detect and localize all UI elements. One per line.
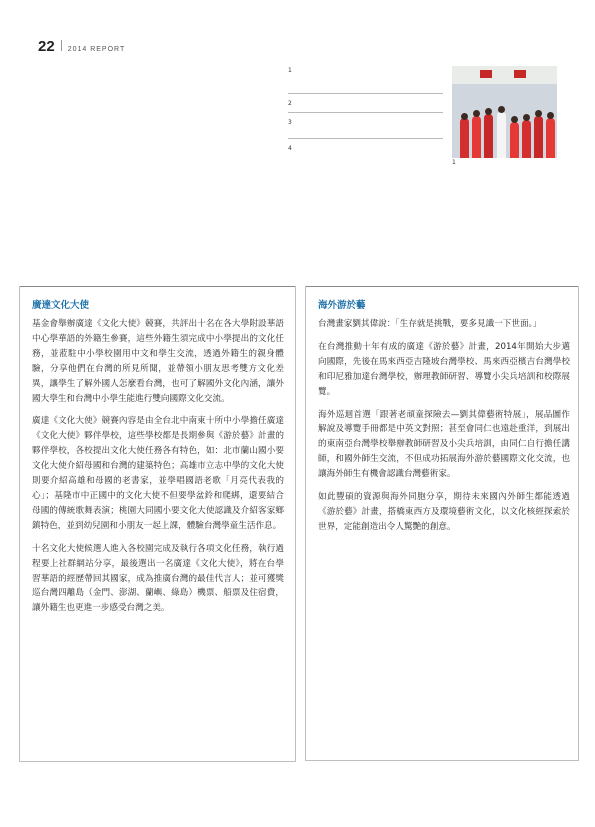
section-body — [32, 317, 284, 624]
caption-number: 3 — [288, 119, 292, 126]
person — [497, 112, 506, 158]
person — [522, 120, 531, 158]
caption-1 — [288, 65, 443, 94]
article-overseas-art — [305, 286, 579, 761]
paragraph: 如此豐碩的資源與海外同胞分享，期待未來國內外師生都能透過《游於藝》計畫，搭橋東西方及環境藝術文化，以文化核經探索於世界，定能創造出令人驚艷的創意。 — [318, 492, 570, 532]
report-label: 2014 REPORT — [67, 46, 126, 53]
paragraph: 海外巡迴首選「跟著老頑童探險去—劉其偉藝術特展」，展品圖作解說及導覽手冊都是中英文對照；甚至會同仁也遠赴重洋，到展出的東南亞台灣學校舉辦教師研習及小尖兵培訓，由同仁自行擔任講師，和國外師生交流，不但成功拓展海外游於藝國際文化交流，也讓海外師生有機會認識台灣藝術家。 — [318, 409, 570, 480]
flag-icon — [514, 70, 526, 78]
flag-icon — [480, 70, 492, 78]
person — [460, 118, 469, 158]
header-divider — [61, 40, 62, 51]
caption-3 — [288, 117, 443, 139]
caption-number: 4 — [288, 145, 292, 152]
photo-banner — [452, 66, 557, 84]
caption-4 — [288, 143, 443, 183]
paragraph: 基金會舉辦廣達《文化大使》競賽，共評出十名在各大學附設華語中心學華語的外籍生參賽，這些外籍生須完成中小學提出的文化任務，並蒞駐中小學校園用中文和學生交流，透過外籍生的親身體驗，分享他們在台灣的所見所聞，並帶領小朋友思考雙方文化差異，讓學生了解外國人怎麼看台灣，也可了解國外文化內涵，讓外國大學生和台灣中小學生能進行雙向國際文化交流。 — [32, 319, 284, 404]
caption-number: 2 — [288, 100, 292, 107]
person — [546, 118, 555, 158]
person-head — [473, 110, 480, 117]
person-head — [485, 108, 492, 115]
section-title: 海外游於藝 — [318, 300, 366, 311]
photo-number: 1 — [452, 159, 456, 166]
person-head — [523, 114, 530, 121]
person-head — [511, 116, 518, 123]
section-top-rule — [20, 286, 295, 287]
section-body — [318, 317, 570, 543]
person-head — [498, 106, 505, 113]
paragraph: 十名文化大使候選人進入各校園完成及執行各項文化任務，執行過程要上社群網站分享，最後選出一名廣達《文化大使》，將在台學習華語的經歷帶回其國家，成為推廣台灣的最佳代言人；並可獲獎巡台灣四離島（金門、澎湖、蘭嶼、綠島）機票、船票及住宿費，讓外籍生也更進一步感受台灣之美。 — [32, 543, 284, 614]
page-header — [38, 38, 125, 55]
group-photo — [452, 66, 557, 158]
paragraph: 廣達《文化大使》競賽內容是由全台北中南東十所中小學擔任廣達《文化大使》夥伴學校，這些學校都是長期參與《游於藝》計畫的夥伴學校，各校提出文化大使任務各有特色，如：北市蘭山國小要文化大使介紹母國和台灣的建築特色；高雄市立志中學的文化大使則要介紹高雄和母國的老書家，並學唱國語老歌「月亮代表我的心」；基隆市中正國中的文化大使不但要學盆鈴和爬綁，還要結合母國的傳統歌舞表演；桃園大同國小要文化大使認識及介紹客家鄉鎮特色，並到幼兒園和小朋友一起上課，體驗台灣學童生活作息。 — [32, 416, 284, 531]
person — [510, 122, 519, 158]
caption-number: 1 — [288, 67, 292, 74]
section-title: 廣達文化大使 — [32, 300, 90, 311]
section-top-rule — [306, 286, 578, 287]
page-number: 22 — [38, 38, 55, 55]
photo-captions — [288, 65, 443, 187]
article-cultural-ambassador — [19, 286, 296, 762]
paragraph: 台灣畫家劉其偉說：「生存就是挑戰，要多見識一下世面。」 — [318, 319, 542, 329]
person-head — [535, 110, 542, 117]
person-head — [461, 113, 468, 120]
caption-2 — [288, 98, 443, 113]
person — [472, 116, 481, 158]
person — [534, 116, 543, 158]
paragraph: 在台灣推動十年有成的廣達《游於藝》計畫，2014年開始大步邁向國際，先後在馬來西亞吉隆坡台灣學校、馬來西亞檳吉台灣學校和印尼雅加達台灣學校，辦理教師研習、導覽小尖兵培訓和校際展覽。 — [318, 341, 570, 397]
person-head — [547, 112, 554, 119]
person — [484, 114, 493, 158]
